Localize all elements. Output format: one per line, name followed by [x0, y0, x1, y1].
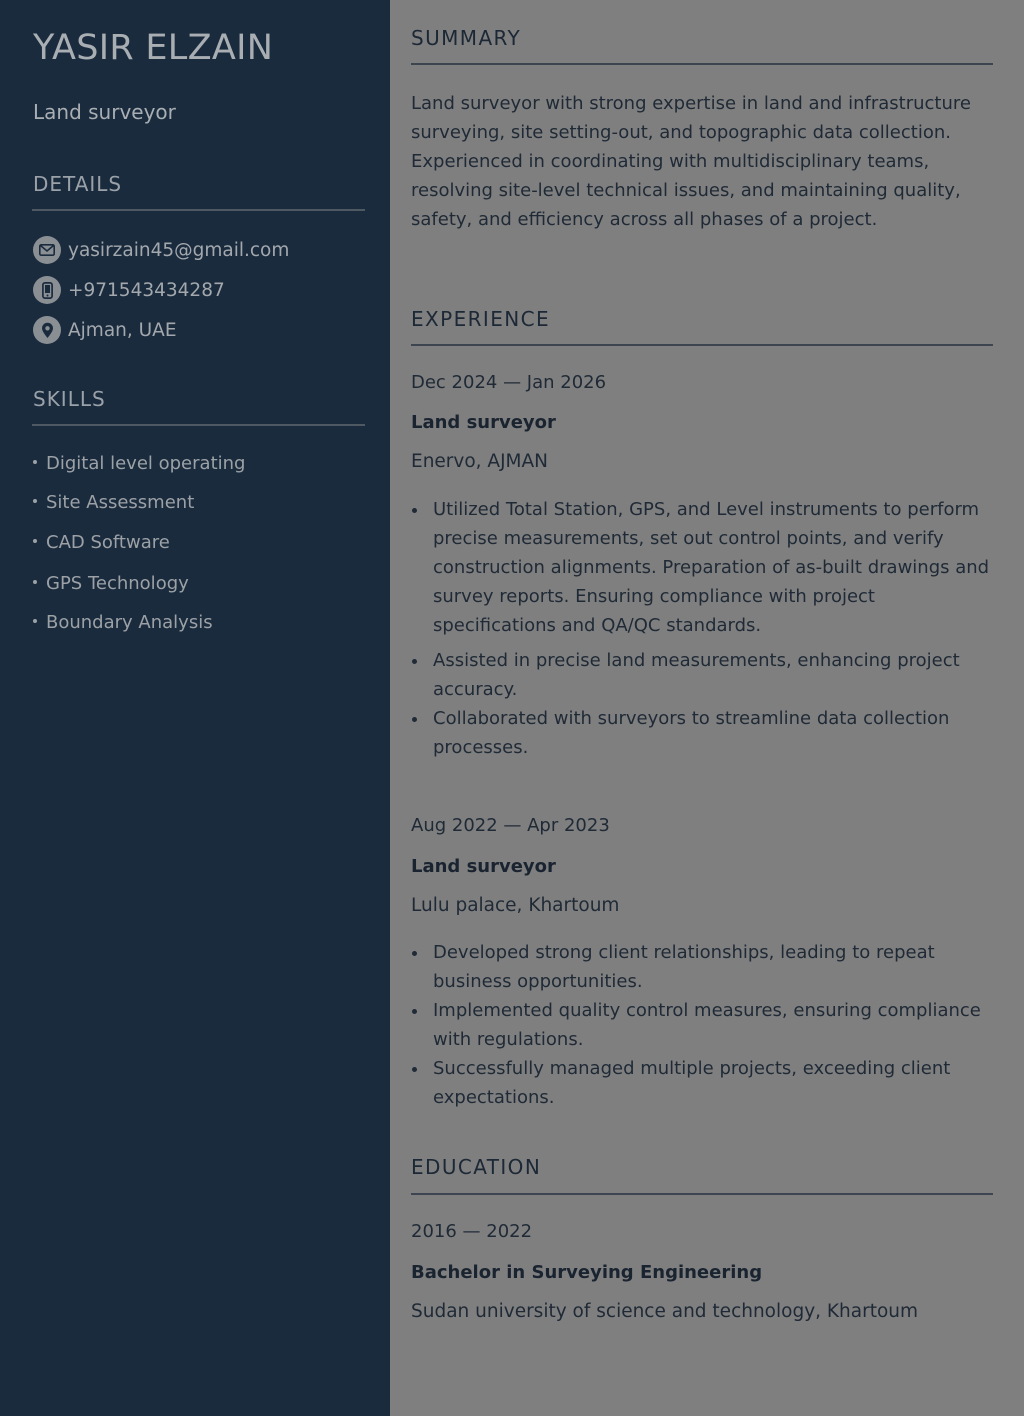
- skills-divider: [32, 424, 365, 426]
- candidate-name: YASIR ELZAIN: [33, 28, 274, 68]
- bullet-icon: [33, 539, 37, 543]
- skills-heading: SKILLS: [33, 387, 106, 411]
- email-text: yasirzain45@gmail.com: [68, 239, 290, 261]
- summary-text: Land surveyor with strong expertise in land and infrastructure surveying, site setting-out, and topographic data collection. Experienced in coordinating with multidisciplinary teams, resolving site-level technical issues, and maintaining quality, safety, and efficiency across all phases of a project.: [411, 93, 971, 230]
- skill-item: GPS Technology: [33, 573, 189, 594]
- list-item: Successfully managed multiple projects, exceeding client expectations.: [411, 1054, 996, 1112]
- skill-item: Boundary Analysis: [33, 612, 213, 633]
- bullet-icon: [33, 580, 37, 584]
- details-divider: [32, 209, 365, 211]
- job-dates: Aug 2022 — Apr 2023: [411, 815, 610, 836]
- job-bullets: [411, 495, 996, 762]
- contact-email[interactable]: [33, 236, 289, 264]
- contact-location: [33, 316, 177, 344]
- job-title: Land surveyor: [411, 412, 556, 433]
- education-heading: EDUCATION: [411, 1155, 542, 1179]
- sidebar: [0, 0, 390, 1416]
- education-divider: [411, 1193, 993, 1195]
- experience-heading: EXPERIENCE: [411, 307, 551, 331]
- experience-divider: [411, 344, 993, 346]
- job-dates: Dec 2024 — Jan 2026: [411, 372, 607, 393]
- education-school: Sudan university of science and technology, Khartoum: [411, 1301, 919, 1322]
- list-item: Developed strong client relationships, leading to repeat business opportunities.: [411, 938, 996, 996]
- job-title: Land surveyor: [33, 100, 176, 124]
- skill-item: Site Assessment: [33, 492, 194, 513]
- summary-heading: SUMMARY: [411, 26, 522, 50]
- location-text: Ajman, UAE: [68, 319, 177, 341]
- phone-icon: [33, 276, 61, 304]
- location-pin-icon: [33, 316, 61, 344]
- summary-divider: [411, 63, 993, 65]
- details-heading: DETAILS: [33, 172, 123, 196]
- skill-item: Digital level operating: [33, 453, 245, 474]
- job-employer: Enervo, AJMAN: [411, 451, 548, 472]
- bullet-icon: [33, 499, 37, 503]
- phone-text: +971543434287: [68, 279, 225, 301]
- list-item: Utilized Total Station, GPS, and Level instruments to perform precise measurements, set out control points, and verify construction alignments. Preparation of as-built drawings and survey reports. Ensuring compliance with project specifications and QA/QC standards.: [411, 495, 996, 640]
- list-item: Implemented quality control measures, ensuring compliance with regulations.: [411, 996, 996, 1054]
- list-item: Collaborated with surveyors to streamline data collection processes.: [411, 704, 996, 762]
- skill-item: CAD Software: [33, 532, 170, 553]
- education-degree: Bachelor in Surveying Engineering: [411, 1262, 763, 1283]
- job-title: Land surveyor: [411, 856, 556, 877]
- main-content: [390, 0, 1024, 1416]
- bullet-icon: [33, 619, 37, 623]
- list-item: Assisted in precise land measurements, enhancing project accuracy.: [411, 646, 996, 704]
- education-dates: 2016 — 2022: [411, 1221, 533, 1242]
- job-bullets: [411, 938, 996, 1112]
- mail-icon: [33, 236, 61, 264]
- bullet-icon: [33, 460, 37, 464]
- contact-phone[interactable]: [33, 276, 225, 304]
- job-employer: Lulu palace, Khartoum: [411, 895, 620, 916]
